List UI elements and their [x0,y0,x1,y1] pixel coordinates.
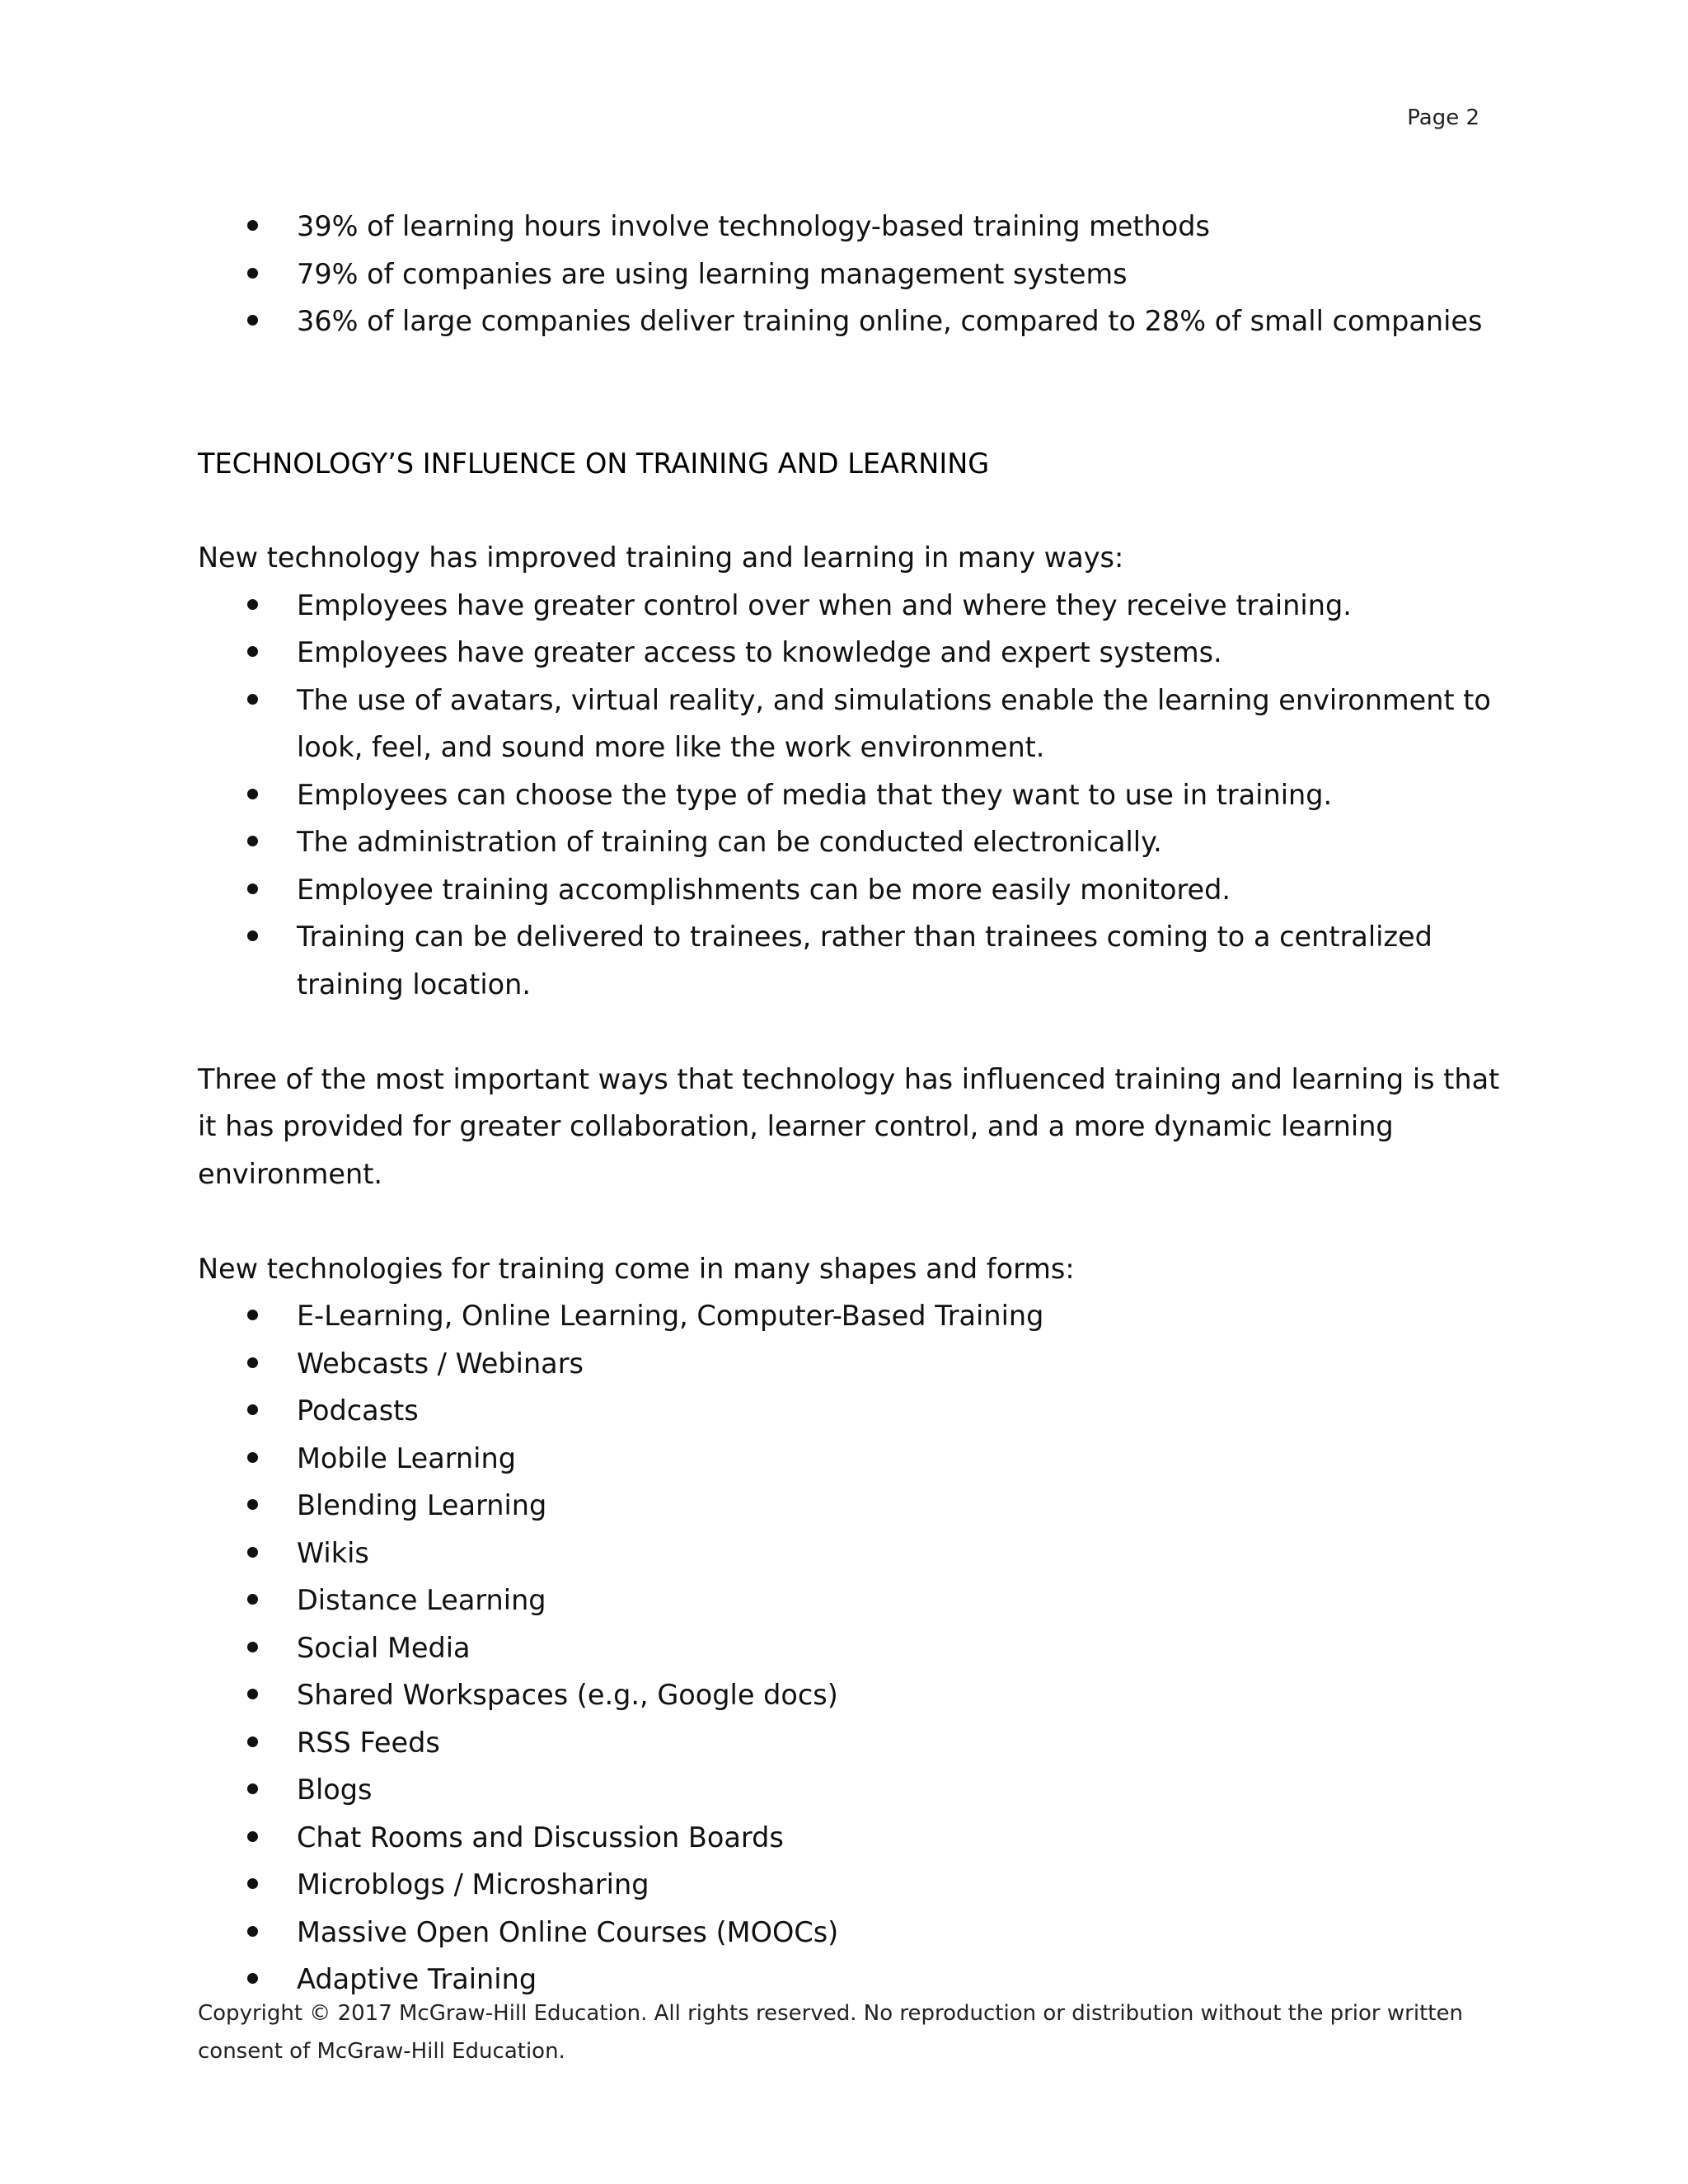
list-item [198,1861,1517,1909]
list-item [198,1671,1517,1719]
bullet-icon [247,315,258,326]
list-item [198,298,1517,345]
list-item [198,1530,1517,1577]
bullet-icon [247,1926,258,1937]
list-item-text: Blogs [297,1774,373,1806]
list-item-text: Training can be delivered to trainees, rather than trainees coming to a centralized training location. [297,921,1432,1001]
list-item-text: Massive Open Online Courses (MOOCs) [297,1915,839,1948]
list-item-text: The administration of training can be conducted electronically. [297,826,1162,858]
bullet-icon [247,694,258,705]
bullet-icon [247,599,258,610]
intro-improved: New technology has improved training and learning in many ways: [198,541,1124,574]
list-item-text: Employees can choose the type of media that they want to use in training. [297,778,1333,811]
list-item [198,1387,1517,1435]
list-item [198,1340,1517,1388]
list-item [198,203,1517,251]
bullet-icon [247,1878,258,1889]
bullet-icon [247,789,258,799]
list-item [198,1624,1517,1672]
bullet-icon [247,1310,258,1320]
list-item-text: E-Learning, Online Learning, Computer-Based Training [297,1300,1044,1332]
copyright-footer: Copyright © 2017 McGraw-Hill Education. All rights reserved. No reproduction or distribution without the prior written consent of McGraw-Hill Education. [198,2001,1463,2064]
list-item-text: 79% of companies are using learning management systems [297,257,1128,290]
list-item [198,1435,1517,1483]
list-item [198,629,1517,677]
bullet-icon [247,1783,258,1794]
list-item-text: Wikis [297,1536,369,1569]
list-item [198,677,1517,771]
bullet-icon [247,1689,258,1699]
list-item [198,1577,1517,1624]
page-content [198,203,1517,2004]
list-item-text: 39% of learning hours involve technology-based training methods [297,210,1210,242]
bullet-icon [247,883,258,894]
list-item-text: RSS Feeds [297,1726,440,1759]
stats-list [198,203,1517,345]
bullet-icon [247,1594,258,1605]
bullet-icon [247,646,258,657]
list-item [198,1909,1517,1957]
bullet-icon [247,268,258,279]
list-item [198,913,1517,1008]
forms-list [198,1292,1517,2004]
list-item [198,1482,1517,1530]
list-item-text: Mobile Learning [297,1441,516,1474]
bullet-icon [247,1736,258,1747]
list-item-text: Blending Learning [297,1489,547,1521]
list-item [198,582,1517,630]
paragraph-influence: Three of the most important ways that technology has influenced training and learning is that it has provided for greater collaboration, learner control, and a more dynamic learning environment. [198,1062,1500,1190]
list-item-text: Microblogs / Microsharing [297,1868,649,1900]
bullet-icon [247,1547,258,1558]
list-item [198,771,1517,819]
list-item-text: Employees have greater control over when and where they receive training. [297,588,1352,621]
list-item [198,818,1517,866]
section-heading: TECHNOLOGY’S INFLUENCE ON TRAINING AND LEARNING [198,447,990,480]
bullet-icon [247,1357,258,1368]
bullet-icon [247,836,258,846]
list-item-text: Social Media [297,1631,471,1664]
list-item [198,1719,1517,1767]
bullet-icon [247,1831,258,1842]
list-item [198,1292,1517,1340]
bullet-icon [247,1404,258,1415]
list-item-text: Shared Workspaces (e.g., Google docs) [297,1679,838,1711]
list-item [198,866,1517,914]
bullet-icon [247,930,258,941]
list-item-text: Podcasts [297,1394,419,1427]
bullet-icon [247,1642,258,1652]
list-item-text: 36% of large companies deliver training online, compared to 28% of small companies [297,305,1483,337]
page-number: Page 2 [1407,105,1479,130]
intro-forms: New technologies for training come in many shapes and forms: [198,1252,1075,1285]
bullet-icon [247,220,258,231]
bullet-icon [247,1973,258,1984]
list-item-text: Employees have greater access to knowledge and expert systems. [297,636,1222,668]
list-item [198,1814,1517,1862]
list-item-text: The use of avatars, virtual reality, and simulations enable the learning environment to look, feel, and sound more like the work environment. [297,683,1491,763]
list-item-text: Employee training accomplishments can be more easily monitored. [297,873,1231,906]
bullet-icon [247,1452,258,1463]
list-item-text: Chat Rooms and Discussion Boards [297,1821,784,1854]
list-item [198,251,1517,298]
list-item-text: Adaptive Training [297,1963,537,1995]
list-item-text: Distance Learning [297,1584,546,1616]
spacer [198,1008,1517,1056]
list-item-text: Webcasts / Webinars [297,1347,584,1380]
improved-list [198,582,1517,1009]
bullet-icon [247,1499,258,1510]
spacer [198,1197,1517,1245]
list-item [198,1766,1517,1814]
